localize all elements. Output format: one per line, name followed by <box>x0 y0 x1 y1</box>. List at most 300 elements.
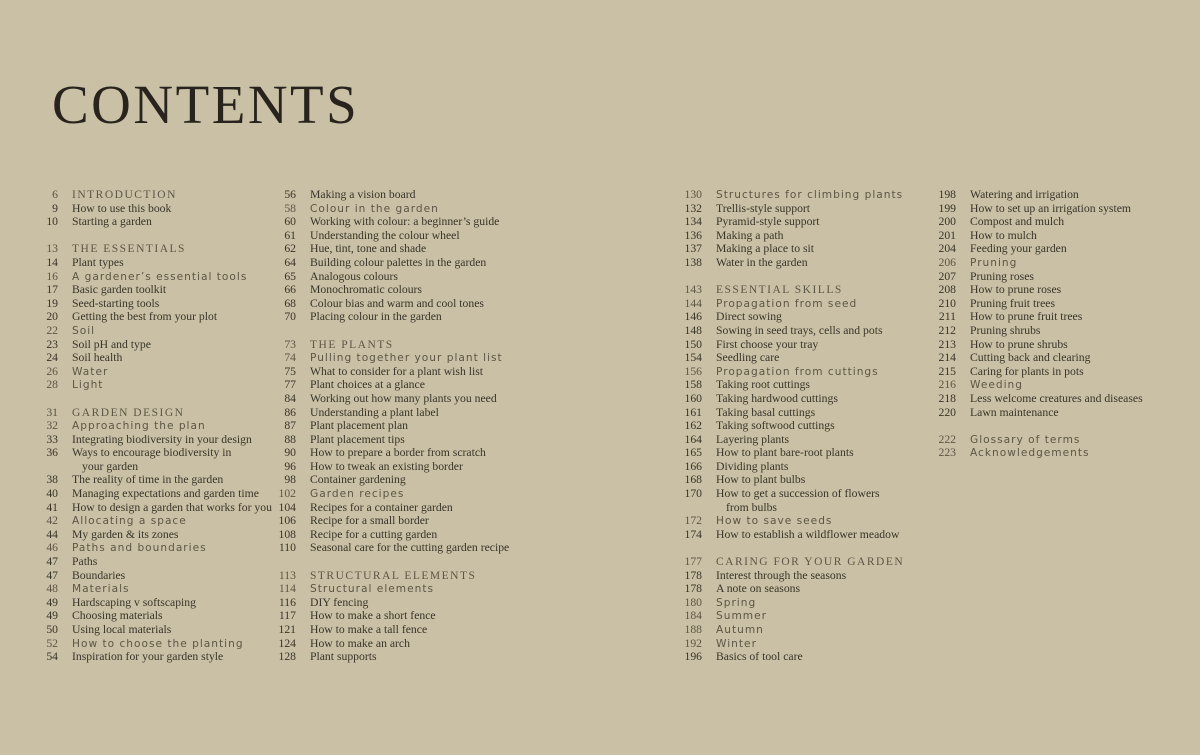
page-number: 207 <box>938 269 956 283</box>
page-number: 106 <box>278 514 296 528</box>
page-number: 156 <box>684 364 702 378</box>
entry-label: Acknowledgements <box>970 447 1090 460</box>
page-number: 114 <box>278 582 296 596</box>
toc-entry <box>926 297 1200 311</box>
toc-entry <box>266 365 541 379</box>
entry-label: Watering and irrigation <box>970 188 1079 201</box>
toc-entry <box>28 242 303 256</box>
toc-entry <box>266 242 541 256</box>
page-number: 19 <box>46 296 58 310</box>
page-number: 47 <box>46 555 58 569</box>
entry-label: Managing expectations and garden time <box>72 487 259 501</box>
entry-label: How to tweak an existing border <box>310 459 463 473</box>
page-number: 200 <box>938 215 956 229</box>
toc-entry <box>28 623 303 637</box>
toc-entry <box>28 609 303 623</box>
entry-label: Taking softwood cuttings <box>716 419 835 433</box>
page-number: 214 <box>938 351 956 365</box>
toc-entry <box>672 365 947 379</box>
page-number: 24 <box>46 351 58 365</box>
page-number: 62 <box>284 242 296 256</box>
page-number: 49 <box>46 609 58 623</box>
entry-label: Layering plants <box>716 432 790 446</box>
entry-label: Pruning roses <box>970 269 1034 283</box>
toc-entry <box>28 338 303 352</box>
page-number: 73 <box>284 337 296 351</box>
entry-label: Container gardening <box>310 473 406 487</box>
page-number: 223 <box>938 446 956 460</box>
entry-label: THE ESSENTIALS <box>72 243 186 256</box>
page-number: 33 <box>46 432 58 446</box>
toc-entry <box>266 623 541 637</box>
toc-entry <box>926 256 1200 270</box>
entry-label: How to prune fruit trees <box>970 310 1083 324</box>
page-number: 188 <box>684 623 702 636</box>
page-number: 220 <box>938 405 956 419</box>
toc-entry <box>28 487 303 501</box>
page-number: 166 <box>684 459 702 473</box>
toc-entry <box>672 406 947 420</box>
page-number: 60 <box>284 215 296 229</box>
toc-entry <box>266 609 541 623</box>
page-number: 144 <box>684 296 702 310</box>
page-number: 213 <box>938 337 956 351</box>
toc-entry <box>672 460 947 474</box>
page-number: 40 <box>46 487 58 501</box>
entry-label: Placing colour in the garden <box>310 310 442 324</box>
entry-label: Allocating a space <box>72 515 187 528</box>
toc-entry <box>28 446 303 460</box>
page-number: 86 <box>284 405 296 419</box>
page-number: 132 <box>684 201 702 215</box>
page-number: 28 <box>46 378 58 392</box>
entry-label: How to prune shrubs <box>970 337 1068 351</box>
toc-entry <box>266 528 541 542</box>
toc-entry <box>672 392 947 406</box>
entry-label: Dividing plants <box>716 459 789 473</box>
page-number: 211 <box>938 310 956 324</box>
entry-label: Basic garden toolkit <box>72 283 167 297</box>
toc-entry <box>672 310 947 324</box>
toc-entry <box>28 582 303 596</box>
entry-label: How to use this book <box>72 201 172 215</box>
entry-label: Starting a garden <box>72 215 152 229</box>
entry-label: Seasonal care for the cutting garden recipe <box>310 541 510 555</box>
toc-entry <box>28 596 303 610</box>
entry-label: Summer <box>716 610 767 623</box>
page-number: 61 <box>284 228 296 242</box>
entry-label: INTRODUCTION <box>72 189 177 201</box>
page-number: 84 <box>284 391 296 405</box>
page-number: 137 <box>684 242 702 256</box>
entry-label: STRUCTURAL ELEMENTS <box>310 569 477 582</box>
entry-label: Direct sowing <box>716 310 782 324</box>
toc-entry <box>926 446 1200 460</box>
toc-entry <box>28 419 303 433</box>
entry-label: How to plant bare-root plants <box>716 446 854 460</box>
page-number: 192 <box>684 636 702 650</box>
toc-entry <box>926 270 1200 284</box>
entry-label: Using local materials <box>72 623 172 636</box>
entry-label: Analogous colours <box>310 269 398 283</box>
entry-label: Weeding <box>970 379 1023 392</box>
toc-entry <box>926 202 1200 216</box>
entry-label: How to make a short fence <box>310 609 436 623</box>
toc-entry <box>672 446 947 460</box>
toc-entry <box>672 596 947 610</box>
entry-label: Seed-starting tools <box>72 296 160 310</box>
toc-entry <box>28 351 303 365</box>
page-number: 178 <box>684 568 702 582</box>
page-number: 158 <box>684 378 702 392</box>
entry-label: Propagation from seed <box>716 297 858 310</box>
page-number: 88 <box>284 432 296 446</box>
toc-entry <box>266 569 541 583</box>
entry-label: Ways to encourage biodiversity in <box>72 446 232 460</box>
entry-label: Soil <box>72 324 96 337</box>
toc-entry <box>926 338 1200 352</box>
entry-label: My garden & its zones <box>72 527 179 541</box>
page-number: 136 <box>684 228 702 242</box>
entry-label: ESSENTIAL SKILLS <box>716 284 843 297</box>
toc-entry <box>266 433 541 447</box>
entry-label: Taking root cuttings <box>716 378 810 392</box>
entry-label: DIY fencing <box>310 595 369 609</box>
entry-label: How to prepare a border from scratch <box>310 446 486 460</box>
page-number: 121 <box>278 623 296 636</box>
page-number: 47 <box>46 568 58 582</box>
page-number: 124 <box>278 636 296 650</box>
toc-entry <box>926 215 1200 229</box>
page-number: 161 <box>684 405 702 419</box>
entry-label: Paths and boundaries <box>72 542 207 555</box>
page-number: 160 <box>684 391 702 405</box>
entry-label: Compost and mulch <box>970 215 1065 229</box>
page-number: 13 <box>46 242 58 256</box>
entry-label: Less welcome creatures and diseases <box>970 391 1143 405</box>
toc-entry <box>266 541 541 555</box>
toc-entry <box>28 256 303 270</box>
entry-label: Plant placement plan <box>310 419 409 433</box>
entry-label: How to plant bulbs <box>716 473 806 487</box>
page-number: 20 <box>46 310 58 324</box>
toc-entry <box>672 256 947 270</box>
entry-label: Understanding a plant label <box>310 405 439 419</box>
toc-column-1 <box>28 188 303 664</box>
page-number: 31 <box>46 405 58 419</box>
toc-entry <box>672 528 947 542</box>
entry-label: Plant choices at a glance <box>310 378 425 392</box>
toc-entry <box>672 338 947 352</box>
toc-entry <box>266 487 541 501</box>
toc-entry <box>672 297 947 311</box>
page-number: 138 <box>684 255 702 269</box>
page-number: 10 <box>46 215 58 229</box>
page-number: 42 <box>46 514 58 528</box>
page-number: 177 <box>684 555 702 569</box>
page-number: 90 <box>284 446 296 460</box>
entry-label: How to save seeds <box>716 515 833 528</box>
entry-label: How to prune roses <box>970 283 1062 297</box>
page-number: 218 <box>938 391 956 405</box>
entry-label: How to choose the planting <box>72 637 244 650</box>
page-number: 196 <box>684 650 702 664</box>
page-number: 23 <box>46 337 58 351</box>
toc-entry <box>266 460 541 474</box>
entry-label: Boundaries <box>72 568 126 582</box>
entry-label: Monochromatic colours <box>310 283 422 297</box>
page-number: 9 <box>52 201 58 215</box>
entry-label: How to mulch <box>970 228 1037 242</box>
entry-label: Plant supports <box>310 650 377 664</box>
entry-label: Feeding your garden <box>970 242 1067 256</box>
entry-label: Making a vision board <box>310 188 416 201</box>
toc-entry <box>672 324 947 338</box>
page-number: 75 <box>284 364 296 378</box>
toc-entry-continuation <box>672 501 947 515</box>
page-number: 77 <box>284 378 296 392</box>
page-number: 41 <box>46 500 58 514</box>
page-title: CONTENTS <box>52 73 360 135</box>
entry-label: Paths <box>72 555 98 569</box>
entry-label: How to make an arch <box>310 636 410 650</box>
entry-label: Pulling together your plant list <box>310 352 503 365</box>
toc-entry <box>28 541 303 555</box>
toc-column-3 <box>672 188 947 664</box>
toc-entry <box>926 229 1200 243</box>
page-number: 222 <box>938 432 956 446</box>
entry-label: Caring for plants in pots <box>970 364 1084 378</box>
page-number: 87 <box>284 419 296 433</box>
page-number: 17 <box>46 283 58 297</box>
page-number: 50 <box>46 623 58 636</box>
page-number: 116 <box>278 595 296 609</box>
entry-label: Soil pH and type <box>72 337 151 351</box>
toc-entry <box>672 378 947 392</box>
toc-entry <box>266 473 541 487</box>
toc-entry <box>28 650 303 664</box>
entry-label: Plant types <box>72 255 124 269</box>
entry-label: Integrating biodiversity in your design <box>72 432 252 446</box>
page-number: 46 <box>46 541 58 555</box>
entry-label: Winter <box>716 637 757 650</box>
toc-entry-continuation <box>28 460 303 474</box>
entry-label: A note on seasons <box>716 582 801 596</box>
page-number: 130 <box>684 188 702 201</box>
page-number: 104 <box>278 500 296 514</box>
toc-entry <box>672 202 947 216</box>
toc-entry <box>266 338 541 352</box>
toc-entry <box>266 188 541 202</box>
toc-column-2 <box>266 188 541 664</box>
entry-label-continuation: from bulbs <box>726 500 777 514</box>
entry-label: Making a place to sit <box>716 242 815 256</box>
toc-entry <box>28 188 303 202</box>
entry-label: Recipes for a container garden <box>310 500 453 514</box>
entry-label: THE PLANTS <box>310 338 394 351</box>
page-number: 184 <box>684 609 702 623</box>
toc-entry <box>672 419 947 433</box>
page-number: 154 <box>684 351 702 365</box>
page-number: 49 <box>46 595 58 609</box>
toc-entry <box>926 433 1200 447</box>
toc-entry <box>266 514 541 528</box>
entry-label: Interest through the seasons <box>716 568 847 582</box>
toc-entry <box>672 514 947 528</box>
toc-entry <box>926 351 1200 365</box>
entry-label: How to set up an irrigation system <box>970 201 1132 215</box>
toc-entry <box>266 351 541 365</box>
page-number: 204 <box>938 242 956 256</box>
toc-entry <box>28 569 303 583</box>
toc-entry <box>28 473 303 487</box>
page-number: 44 <box>46 527 58 541</box>
page-number: 168 <box>684 473 702 487</box>
toc-entry <box>672 487 947 501</box>
page-number: 56 <box>284 188 296 201</box>
toc-entry <box>266 297 541 311</box>
toc-entry <box>266 446 541 460</box>
toc-entry <box>672 555 947 569</box>
page-number: 170 <box>684 487 702 501</box>
page-number: 162 <box>684 419 702 433</box>
entry-label: Choosing materials <box>72 609 163 623</box>
page-number: 22 <box>46 323 58 337</box>
entry-label: How to get a succession of flowers <box>716 487 880 501</box>
toc-entry <box>28 528 303 542</box>
page-number: 54 <box>46 650 58 664</box>
page-number: 68 <box>284 296 296 310</box>
toc-entry <box>266 637 541 651</box>
toc-entry <box>672 650 947 664</box>
page-number: 58 <box>284 201 296 215</box>
page-number: 38 <box>46 473 58 487</box>
entry-label: Building colour palettes in the garden <box>310 255 487 269</box>
toc-entry <box>28 406 303 420</box>
entry-label: Making a path <box>716 228 784 242</box>
toc-entry <box>672 623 947 637</box>
toc-entry <box>266 310 541 324</box>
page-number: 150 <box>684 337 702 351</box>
entry-label: Pruning fruit trees <box>970 296 1056 310</box>
toc-entry <box>28 283 303 297</box>
entry-label: Taking hardwood cuttings <box>716 391 838 405</box>
page-number: 143 <box>684 283 702 297</box>
entry-label: Pruning <box>970 256 1018 269</box>
entry-label: What to consider for a plant wish list <box>310 364 484 378</box>
page-number: 165 <box>684 446 702 460</box>
entry-label: Pruning shrubs <box>970 323 1041 337</box>
page-number: 113 <box>278 568 296 582</box>
entry-label: Lawn maintenance <box>970 405 1059 419</box>
page-number: 52 <box>46 636 58 650</box>
page-number: 206 <box>938 255 956 269</box>
page-number: 64 <box>284 255 296 269</box>
page-number: 146 <box>684 310 702 324</box>
toc-column-4 <box>926 188 1200 460</box>
toc-entry <box>672 229 947 243</box>
toc-entry <box>672 351 947 365</box>
entry-label: Garden recipes <box>310 488 405 501</box>
toc-entry <box>28 297 303 311</box>
toc-entry <box>926 406 1200 420</box>
toc-entry <box>28 270 303 284</box>
page-number: 172 <box>684 514 702 528</box>
entry-label: Working with colour: a beginner’s guide <box>310 215 500 229</box>
entry-label: Basics of tool care <box>716 650 803 664</box>
toc-entry <box>672 188 947 202</box>
entry-label: Pyramid-style support <box>716 215 820 229</box>
entry-label: How to design a garden that works for you <box>72 500 272 514</box>
toc-entry <box>266 419 541 433</box>
toc-entry <box>926 283 1200 297</box>
entry-label: A gardener’s essential tools <box>72 270 248 283</box>
toc-entry <box>28 310 303 324</box>
entry-label: Inspiration for your garden style <box>72 650 224 664</box>
toc-entry <box>28 637 303 651</box>
page-number: 134 <box>684 215 702 229</box>
entry-label: Cutting back and clearing <box>970 351 1091 365</box>
page-number: 14 <box>46 255 58 269</box>
entry-label: How to establish a wildflower meadow <box>716 527 900 541</box>
entry-label: Hardscaping v softscaping <box>72 595 196 609</box>
toc-entry <box>266 256 541 270</box>
entry-label: Colour in the garden <box>310 202 439 215</box>
page-number: 148 <box>684 323 702 337</box>
entry-label: Water in the garden <box>716 255 808 269</box>
toc-entry <box>266 202 541 216</box>
toc-entry <box>266 378 541 392</box>
toc-entry <box>28 202 303 216</box>
entry-label: First choose your tray <box>716 337 819 351</box>
toc-entry <box>266 229 541 243</box>
toc-entry <box>926 392 1200 406</box>
toc-entry <box>28 514 303 528</box>
entry-label: How to make a tall fence <box>310 623 428 636</box>
entry-label: Materials <box>72 583 130 596</box>
toc-entry <box>28 501 303 515</box>
page-number: 26 <box>46 364 58 378</box>
entry-label: Sowing in seed trays, cells and pots <box>716 323 883 337</box>
toc-entry <box>266 650 541 664</box>
toc-entry <box>266 270 541 284</box>
page-number: 102 <box>278 487 296 501</box>
page-number: 74 <box>284 351 296 365</box>
toc-entry <box>672 242 947 256</box>
page-number: 117 <box>278 609 296 623</box>
toc-entry <box>266 392 541 406</box>
toc-entry <box>926 310 1200 324</box>
entry-label: Light <box>72 379 104 392</box>
entry-label: Plant placement tips <box>310 432 405 446</box>
page-number: 174 <box>684 527 702 541</box>
entry-label: Getting the best from your plot <box>72 310 218 324</box>
entry-label: GARDEN DESIGN <box>72 406 185 419</box>
page-number: 108 <box>278 527 296 541</box>
entry-label: Approaching the plan <box>72 420 206 433</box>
toc-entry <box>266 501 541 515</box>
page-number: 6 <box>52 188 58 201</box>
entry-label: Trellis-style support <box>716 201 811 215</box>
toc-entry <box>672 215 947 229</box>
page-number: 210 <box>938 296 956 310</box>
toc-entry <box>28 324 303 338</box>
page-number: 198 <box>938 188 956 201</box>
page-number: 96 <box>284 459 296 473</box>
page-number: 216 <box>938 378 956 392</box>
page-number: 178 <box>684 582 702 596</box>
toc-entry <box>28 433 303 447</box>
